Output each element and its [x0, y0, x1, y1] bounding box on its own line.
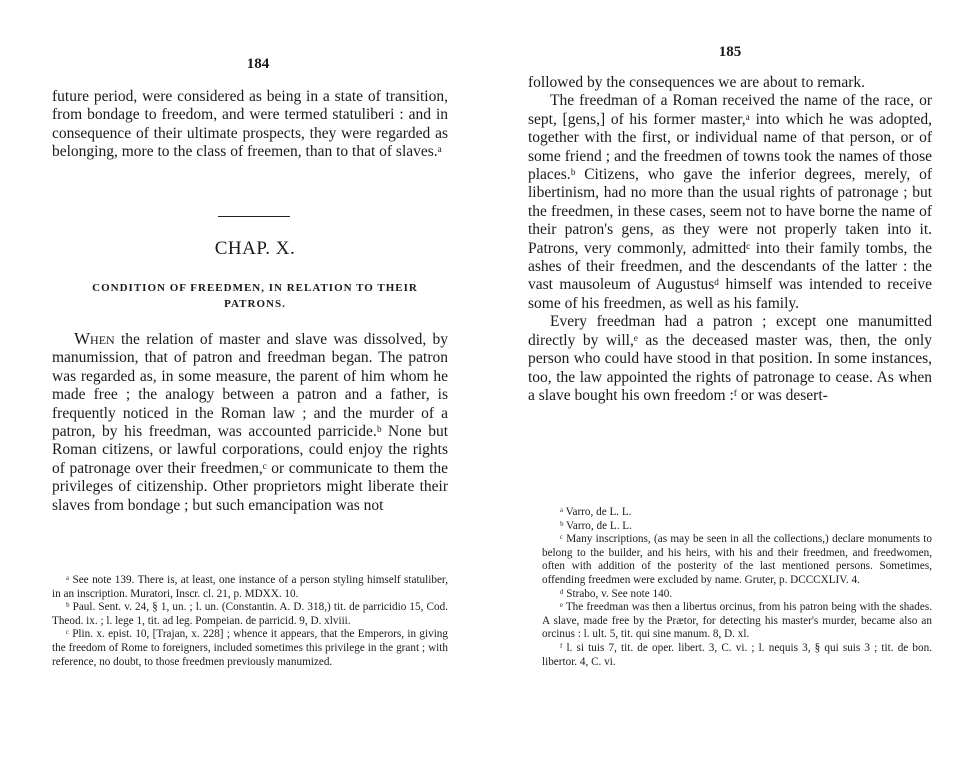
- page-number: 185: [718, 44, 742, 60]
- chapter-title: CHAP. X.: [214, 238, 296, 259]
- footnote-e: ᵉ The freedman was then a libertus orcinus, from his patron being with the shades. A slave, made free by the Prætor, for detecting his master's murder, became also an orcinus : l. ult. 5, tit. qui sine manum. 8, D. xl.: [542, 601, 932, 641]
- footnote-b: ᵇ Paul. Sent. v. 24, § 1, un. ; l. un. (Constantin. A. D. 318,) tit. de parricidio 15, Cod. Theod. ix. ; l. lege 1, tit. ad leg. Pompeian. de parricid. 9, D. xlviii.: [52, 601, 448, 627]
- body-text: [528, 74, 932, 405]
- footnote-c: ᶜ Plin. x. epist. 10, [Trajan, x. 228] ; whence it appears, that the Emperors, in giving the freedom of Rome to foreigners, included sometimes this privilege in the grant ; with reference, no doubt, to those freedmen previously manumized.: [52, 628, 448, 668]
- footnote-c: ᶜ Many inscriptions, (as may be seen in all the collections,) declare monuments to belong to the builder, and his heirs, with his and their freedmen, and freedwomen, often with addition of the posterity of the last mentioned persons. Sometimes, offending freedmen were excluded by name. Gruter, p. DCCCXLIV. 4.: [542, 533, 932, 586]
- opening-paragraph-text: the relation of master and slave was dissolved, by manumission, that of patron and freedman began. The patron was regarded as, in some measure, the parent of him whom he made free ; the analogy between a patron and a father, is frequently noticed in the Roman law ; and the murder of a patron, by his freedman, was accounted parricide.ᵇ None but Roman citizens, or lawful corporations, could enjoy the rights of patronage over their freedmen,ᶜ or communicate to them the privileges of citizenship. Other proprietors might liberate their slaves from bondage ; but such emancipation was not: [52, 331, 448, 514]
- footnote-b: ᵇ Varro, de L. L.: [560, 519, 632, 532]
- chapter-subtitle: CONDITION OF FREEDMEN, IN RELATION TO THEIR PATRONS.: [92, 282, 418, 310]
- opening-word: When: [74, 329, 115, 348]
- paragraph-continued: followed by the consequences we are about to remark.: [528, 74, 865, 91]
- footnote-d: ᵈ Strabo, v. See note 140.: [560, 587, 673, 600]
- footnotes: [542, 506, 932, 669]
- footnote-a: ᵃ See note 139. There is, at least, one instance of a person styling himself statuliber, in an inscription. Muratori, Inscr. cl. 21, p. MDXX. 10.: [52, 574, 448, 600]
- section-divider: [218, 216, 290, 217]
- opening-paragraph: [52, 330, 448, 515]
- paragraph-freedman-name: The freedman of a Roman received the name of the race, or sept, [gens,] of his former master,ᵃ into which he was adopted, together with the first, or individual name of that person, or of some friend ; and the freedmen of towns took the names of those places.ᵇ Citizens, who gave the inferior degrees, merely, of libertinism, had no more than the usual rights of patronage ; but the freedmen, in these cases, seem not to have borne the name of their patron's gens, as they were not properly taken into it. Patrons, very commonly, admittedᶜ into their family tombs, the ashes of their freedmen, and the descendants of the latter : the vast mausoleum of Augustusᵈ himself was intended to receive some of his freedmen, as well as his family.: [528, 92, 932, 312]
- continuation-text: [52, 88, 448, 162]
- footnote-f: ᶠ l. si tuis 7, tit. de oper. libert. 3, C. vi. ; l. nequis 3, § qui suis 3 ; tit. de bon. libertor. 4, C. vi.: [542, 641, 932, 668]
- paragraph-patron: Every freedman had a patron ; except one manumitted directly by will,ᵉ as the deceased master was, then, the only person who could have stood in that position. In some instances, too, the law appointed the rights of patronage to cease. As when a slave bought his own freedom :ᶠ or was desert-: [528, 313, 932, 404]
- chapter-body: [52, 330, 448, 515]
- footnotes: [52, 574, 448, 669]
- footnote-a: ᵃ Varro, de L. L.: [560, 506, 632, 518]
- page-number: 184: [246, 56, 270, 72]
- continuation-paragraph: future period, were considered as being in a state of transition, from bondage to freedom, and were termed statuliberi : and in consequence of their ultimate prospects, they were regarded as belonging, more to the class of freemen, than to that of slaves.ᵃ: [52, 88, 448, 161]
